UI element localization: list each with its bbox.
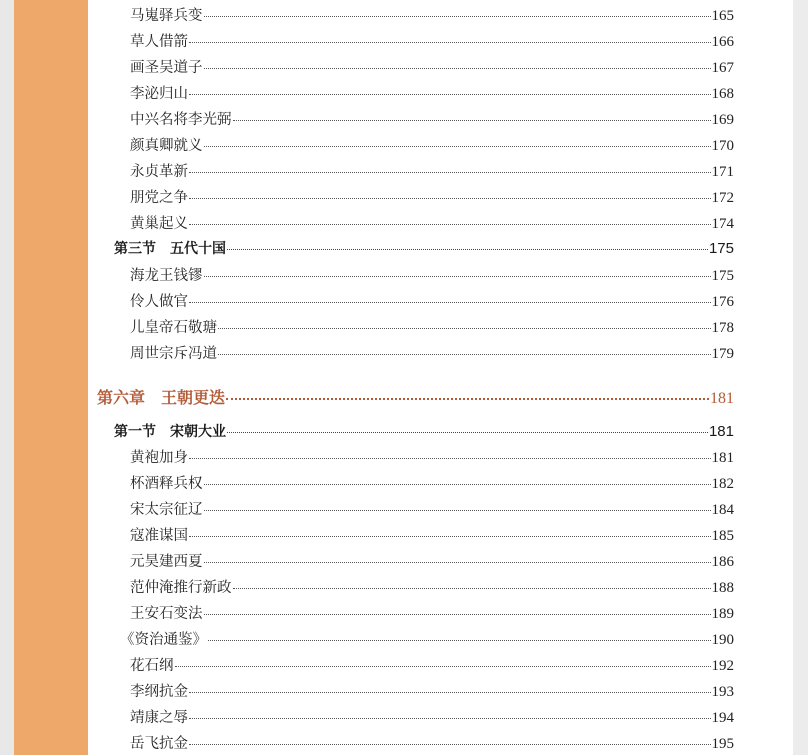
toc-entry-page: 192 <box>711 658 734 674</box>
dot-leader <box>189 171 711 173</box>
toc-entry-title: 《资治通鉴》 <box>120 632 207 648</box>
toc-entry[interactable] <box>120 628 734 649</box>
toc-entry[interactable] <box>130 524 734 545</box>
toc-entry[interactable] <box>130 134 734 155</box>
toc-entry-title: 岳飞抗金 <box>130 736 188 752</box>
toc-entry-title: 李泌归山 <box>130 86 188 102</box>
toc-entry-title: 李纲抗金 <box>130 684 188 700</box>
toc-entry-page: 168 <box>711 86 734 102</box>
toc-entry-title: 王安石变法 <box>130 606 203 622</box>
toc-entry-page: 184 <box>711 502 734 518</box>
toc-entry-page: 182 <box>711 476 734 492</box>
toc-entry-title: 黄巢起义 <box>130 216 188 232</box>
toc-section-title: 第三节 五代十国 <box>114 241 226 257</box>
toc-entry[interactable] <box>130 706 734 727</box>
toc-entry[interactable] <box>130 4 734 25</box>
dot-leader <box>204 483 711 485</box>
dot-leader <box>204 613 711 615</box>
toc-entry-title: 朋党之争 <box>130 190 188 206</box>
toc-entry-page: 179 <box>711 346 734 362</box>
toc-entry[interactable] <box>130 342 734 363</box>
toc-entry-page: 186 <box>711 554 734 570</box>
dot-leader <box>189 717 711 719</box>
dot-leader <box>208 639 711 641</box>
dot-leader <box>175 665 711 667</box>
toc-entry-page: 185 <box>711 528 734 544</box>
dot-leader <box>204 275 711 277</box>
toc-section-page: 175 <box>708 240 734 257</box>
toc-entry-page: 165 <box>711 8 734 24</box>
dot-leader <box>189 457 711 459</box>
toc-entry-page: 189 <box>711 606 734 622</box>
dot-leader <box>204 15 711 17</box>
toc-entry-page: 174 <box>711 216 734 232</box>
toc-entry[interactable] <box>130 56 734 77</box>
toc-entry-title: 宋太宗征辽 <box>130 502 203 518</box>
toc-chapter-page: 181 <box>710 390 734 407</box>
dot-leader <box>189 41 711 43</box>
toc-entry-page: 178 <box>711 320 734 336</box>
toc-entry[interactable] <box>130 212 734 233</box>
toc-entry[interactable] <box>130 576 734 597</box>
toc-entry-title: 中兴名将李光弼 <box>130 112 232 128</box>
toc-entry[interactable] <box>130 264 734 285</box>
toc-entry[interactable] <box>130 30 734 51</box>
toc-entry-title: 靖康之辱 <box>130 710 188 726</box>
toc-entry-title: 永贞革新 <box>130 164 188 180</box>
toc-entry-title: 元昊建西夏 <box>130 554 203 570</box>
toc-entry-title: 伶人做官 <box>130 294 188 310</box>
toc-entry[interactable] <box>130 446 734 467</box>
dot-leader <box>218 327 711 329</box>
toc-entry-page: 190 <box>711 632 734 648</box>
dot-leader <box>226 397 709 400</box>
dot-leader <box>189 301 711 303</box>
toc-entry-page: 172 <box>711 190 734 206</box>
dot-leader <box>189 535 711 537</box>
toc-entry[interactable] <box>130 82 734 103</box>
toc-entry[interactable] <box>130 550 734 571</box>
toc-entry-page: 181 <box>711 450 734 466</box>
toc-entry[interactable] <box>130 472 734 493</box>
toc-entry[interactable] <box>130 316 734 337</box>
toc-section[interactable] <box>114 238 734 258</box>
dot-leader <box>218 353 711 355</box>
toc-entry-title: 杯酒释兵权 <box>130 476 203 492</box>
toc-entry[interactable] <box>130 186 734 207</box>
toc-entry-title: 周世宗斥冯道 <box>130 346 217 362</box>
toc-entry-title: 范仲淹推行新政 <box>130 580 232 596</box>
toc-entry-page: 166 <box>711 34 734 50</box>
toc-entry[interactable] <box>130 680 734 701</box>
toc-entry-page: 169 <box>711 112 734 128</box>
toc-entry-title: 颜真卿就义 <box>130 138 203 154</box>
toc-entry-page: 194 <box>711 710 734 726</box>
toc-chapter[interactable] <box>97 385 734 408</box>
toc-chapter-title: 第六章 王朝更迭 <box>97 388 226 407</box>
page-edge <box>793 0 808 755</box>
toc-section[interactable] <box>114 421 734 441</box>
toc-entry-title: 海龙王钱镠 <box>130 268 203 284</box>
dot-leader <box>233 119 711 121</box>
toc-entry-page: 171 <box>711 164 734 180</box>
toc-entry[interactable] <box>130 108 734 129</box>
toc-entry-page: 193 <box>711 684 734 700</box>
dot-leader <box>227 248 708 250</box>
toc-entry-page: 195 <box>711 736 734 752</box>
toc-entry-title: 草人借箭 <box>130 34 188 50</box>
dot-leader <box>189 743 711 745</box>
dot-leader <box>189 691 711 693</box>
toc-entry[interactable] <box>130 498 734 519</box>
toc-entry-title: 花石纲 <box>130 658 174 674</box>
toc-entry[interactable] <box>130 732 734 753</box>
toc-entry-title: 黄袍加身 <box>130 450 188 466</box>
dot-leader <box>189 223 711 225</box>
dot-leader <box>227 431 708 433</box>
toc-entry-page: 167 <box>711 60 734 76</box>
dot-leader <box>189 93 711 95</box>
toc-entry[interactable] <box>130 290 734 311</box>
dot-leader <box>189 197 711 199</box>
toc-entry-page: 176 <box>711 294 734 310</box>
toc-entry[interactable] <box>130 654 734 675</box>
toc-entry-title: 马嵬驿兵变 <box>130 8 203 24</box>
toc-entry-title: 画圣吴道子 <box>130 60 203 76</box>
toc-entry-title: 寇准谋国 <box>130 528 188 544</box>
dot-leader <box>204 145 711 147</box>
toc-entry-page: 175 <box>711 268 734 284</box>
toc-entry-page: 170 <box>711 138 734 154</box>
toc-entry[interactable] <box>130 602 734 623</box>
dot-leader <box>204 509 711 511</box>
toc-entry-title: 儿皇帝石敬瑭 <box>130 320 217 336</box>
dot-leader <box>204 561 711 563</box>
toc-entry[interactable] <box>130 160 734 181</box>
toc-section-page: 181 <box>708 423 734 440</box>
toc-entry-page: 188 <box>711 580 734 596</box>
dot-leader <box>204 67 711 69</box>
toc-section-title: 第一节 宋朝大业 <box>114 424 226 440</box>
dot-leader <box>233 587 711 589</box>
